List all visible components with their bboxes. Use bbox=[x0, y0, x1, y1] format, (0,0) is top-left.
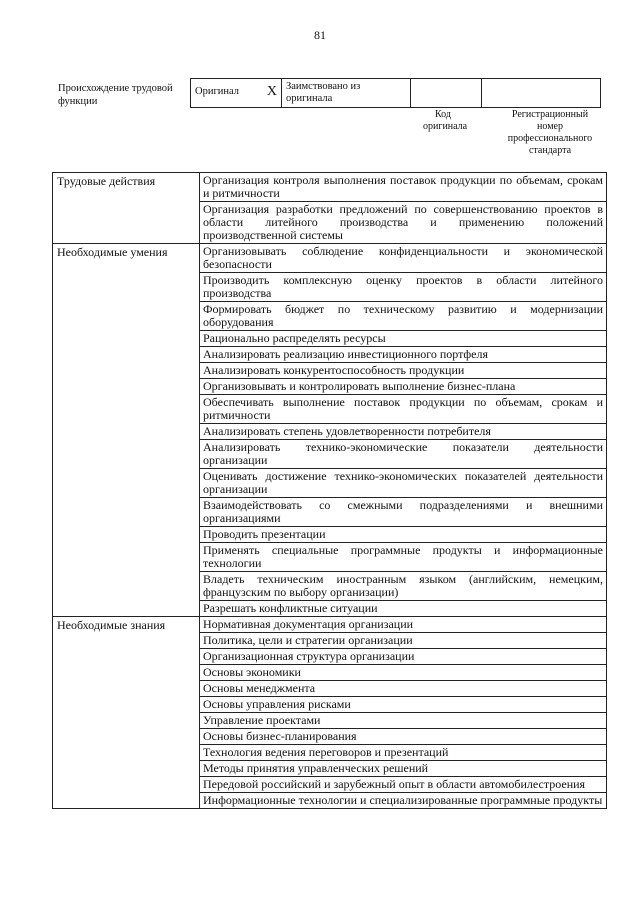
list-item: Применять специальные программные продукты и информационные технологии bbox=[200, 543, 606, 572]
original-label: Оригинал bbox=[195, 86, 239, 97]
code-label: Код оригинала bbox=[423, 109, 468, 132]
list-item: Производить комплексную оценку проектов в области литейного производства bbox=[200, 273, 606, 302]
section-label: Необходимые умения bbox=[53, 244, 200, 617]
origin-label: Происхождение трудовой функции bbox=[58, 83, 173, 107]
section-items bbox=[200, 173, 607, 244]
section-label: Трудовые действия bbox=[53, 173, 200, 244]
list-item: Основы бизнес-планирования bbox=[200, 729, 606, 745]
list-item: Проводить презентации bbox=[200, 527, 606, 543]
list-item: Анализировать реализацию инвестиционного портфеля bbox=[200, 347, 606, 363]
section-label: Необходимые знания bbox=[53, 617, 200, 809]
list-item: Основы менеджмента bbox=[200, 681, 606, 697]
section-row bbox=[53, 244, 607, 617]
list-item: Анализировать конкурентоспособность продукции bbox=[200, 363, 606, 379]
list-item: Методы принятия управленческих решений bbox=[200, 761, 606, 777]
original-cell bbox=[191, 79, 282, 108]
list-item: Технология ведения переговоров и презентаций bbox=[200, 745, 606, 761]
original-mark: X bbox=[266, 84, 277, 99]
list-item: Основы экономики bbox=[200, 665, 606, 681]
list-item: Организация контроля выполнения поставок продукции по объемам, срокам и ритмичности bbox=[200, 173, 606, 202]
code-cell bbox=[411, 79, 482, 108]
origin-table bbox=[190, 78, 601, 108]
list-item: Взаимодействовать со смежными подразделениями и внешними организациями bbox=[200, 498, 606, 527]
list-item: Организация разработки предложений по совершенствованию проектов в области литейного производства и применению положений производственной системы bbox=[203, 202, 603, 242]
list-item: Информационные технологии и специализированные программные продукты bbox=[203, 793, 603, 807]
list-item: Оценивать достижение технико-экономических показателей деятельности организации bbox=[200, 469, 606, 498]
list-item: Организационная структура организации bbox=[200, 649, 606, 665]
list-item: Владеть техническим иностранным языком (английским, немецким, французским по выбору организации) bbox=[200, 572, 606, 601]
list-item: Формировать бюджет по техническому развитию и модернизации оборудования bbox=[200, 302, 606, 331]
list-item: Политика, цели и стратегии организации bbox=[200, 633, 606, 649]
page-number: 81 bbox=[314, 28, 326, 42]
list-item: Рационально распределять ресурсы bbox=[200, 331, 606, 347]
section-items bbox=[200, 617, 607, 809]
list-item: Анализировать технико-экономические показатели деятельности организации bbox=[200, 440, 606, 469]
list-item: Основы управления рисками bbox=[200, 697, 606, 713]
list-item: Обеспечивать выполнение поставок продукции по объемам, срокам и ритмичности bbox=[200, 395, 606, 424]
section-row bbox=[53, 617, 607, 809]
list-item: Нормативная документация организации bbox=[200, 617, 606, 633]
list-item: Управление проектами bbox=[200, 713, 606, 729]
list-item: Организовывать и контролировать выполнение бизнес-плана bbox=[200, 379, 606, 395]
list-item: Анализировать степень удовлетворенности потребителя bbox=[200, 424, 606, 440]
section-items bbox=[200, 244, 607, 617]
list-item: Передовой российский и зарубежный опыт в области автомобилестроения bbox=[200, 777, 606, 793]
reg-cell bbox=[482, 79, 601, 108]
borrowed-label: Заимствовано из оригинала bbox=[282, 79, 411, 108]
function-table bbox=[52, 172, 607, 809]
section-row bbox=[53, 173, 607, 244]
list-item: Организовывать соблюдение конфиденциальности и экономической безопасности bbox=[200, 244, 606, 273]
reg-label: Регистрационный номер профессионального стандарта bbox=[507, 109, 593, 156]
list-item: Разрешать конфликтные ситуации bbox=[203, 601, 378, 615]
